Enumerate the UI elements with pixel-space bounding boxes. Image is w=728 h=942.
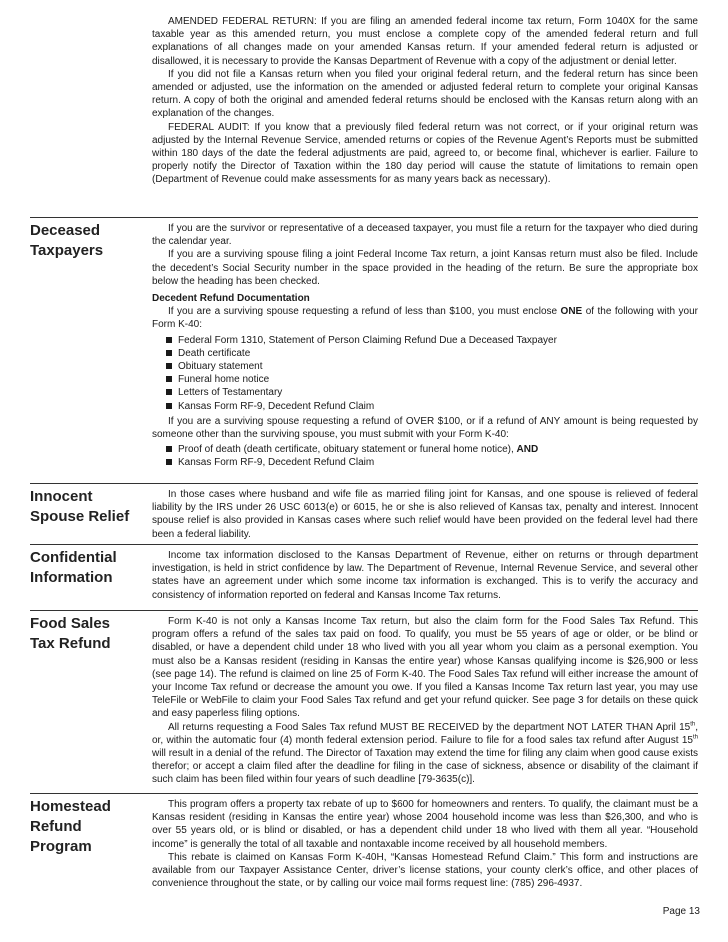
heading-line: Homestead xyxy=(30,798,111,815)
refund-under-100-paragraph xyxy=(152,305,698,331)
amended-federal-return-paragraph: AMENDED FEDERAL RETURN: If you are filing an amended federal income tax return, Form 1040X for the same taxable year as this amended return, you must enclose a complete copy of the amended federal return and full explanations of all changes made on your amended Kansas return. If your amended federal return is adjusted or disallowed, it is necessary to provide the Kansas Department of Revenue with a copy of the adjustment or denial letter. xyxy=(152,16,698,67)
heading-line: Taxpayers xyxy=(30,242,104,259)
section-heading xyxy=(30,487,150,527)
list-item: Kansas Form RF-9, Decedent Refund Claim xyxy=(166,456,698,469)
list-item: Death certificate xyxy=(166,347,698,360)
innocent-spouse-section xyxy=(30,483,698,540)
text-run: All returns requesting a Food Sales Tax refund MUST BE RECEIVED by the department NOT LATER THAN April 15 xyxy=(168,721,691,733)
homestead-content xyxy=(152,798,698,890)
text-run: will result in a denial of the refund. The Director of Taxation may extend the time for filing any claim when good cause exists therefor; or accept a claim filed after the deadline for filing in the case of sickness, absence or disability of the claimant if such claim has been filed within four years of such deadline [79-3635(c)]. xyxy=(152,748,698,786)
confidential-information-section xyxy=(30,544,698,601)
text-run-bold: ONE xyxy=(560,306,583,318)
section-heading xyxy=(30,221,150,261)
confidential-paragraph: Income tax information disclosed to the Kansas Department of Revenue, either on returns or through department investigation, is held in strict confidence by law. The Department of Revenue, Internal Revenue Service, and several other states have an agreement under which some income tax information is exchanged. This is to verify the accuracy and consistency of information reported on federal and Kansas Income Tax returns. xyxy=(152,550,698,601)
food-sales-tax-section xyxy=(30,610,698,786)
innocent-spouse-paragraph: In those cases where husband and wife file as married filing joint for Kansas, and one spouse is relieved of federal liability by the IRS under 26 USC 6013(e) or 6015, he or she is also relieved of Kansas tax, penalty and interest. Innocent spouse relief is also provided in Kansas cases where such relief would have been provided on the federal level had there been a federal liability. xyxy=(152,489,698,540)
survivor-paragraph: If you are the survivor or representative of a deceased taxpayer, you must file a return for the taxpayer who died during the calendar year. xyxy=(152,223,698,248)
heading-line: Spouse Relief xyxy=(30,508,130,525)
joint-return-paragraph: If you are a surviving spouse filing a joint Federal Income Tax return, a joint Kansas return must also be filed. Include the decedent’s Social Security number in the space provided in the heading of the return. Be sure the appropriate box below the heading has been checked. xyxy=(152,249,698,287)
heading-line: Deceased xyxy=(30,222,101,239)
not-filed-paragraph: If you did not file a Kansas return when you filed your original federal return, and the federal return has since been amended or adjusted, use the information on the amended or adjusted federal return to complete your original Kansas return. A copy of both the original and amended federal returns should be enclosed with the Kansas return along with an explanation of the changes. xyxy=(152,68,698,120)
text-run: , or, within the automatic four (4) month federal extension period. Failure to file for a food sales tax refund after August 15 xyxy=(152,721,698,746)
list-item: Kansas Form RF-9, Decedent Refund Claim xyxy=(166,400,698,413)
homestead-claim-paragraph: This rebate is claimed on Kansas Form K-40H, “Kansas Homestead Refund Claim.” This form and instructions are available from our Taxpayer Assistance Center, driver’s license stations, your county clerk’s office, and other places of convenience throughout the state, or by calling our voice mail forms request line: (785) 296-4937. xyxy=(152,851,698,890)
documents-list xyxy=(166,334,698,413)
superscript: th xyxy=(690,721,696,728)
homestead-paragraph: This program offers a property tax rebate of up to $600 for homeowners and renters. To qualify, the claimant must be a Kansas resident (residing in Kansas the entire year) whose 2004 household income was less than $26,300, and who is over 55 years old, or is blind or disabled, or has a dependent child under 18 who lived with them all year. “Household income” is generally the total of all taxable and nontaxable income received by all household members. xyxy=(152,799,698,850)
deceased-taxpayers-section xyxy=(30,217,698,469)
submit-list xyxy=(166,443,698,469)
list-item: Letters of Testamentary xyxy=(166,386,698,399)
section-heading xyxy=(30,797,150,857)
food-sales-content xyxy=(152,615,698,787)
list-item xyxy=(166,443,698,456)
text-run-bold: AND xyxy=(516,444,539,456)
list-item: Obituary statement xyxy=(166,360,698,373)
heading-line: Confidential xyxy=(30,549,117,566)
section-heading xyxy=(30,614,150,654)
amended-return-content xyxy=(152,15,698,187)
heading-line: Information xyxy=(30,569,113,586)
list-item: Federal Form 1310, Statement of Person Claiming Refund Due a Deceased Taxpayer xyxy=(166,334,698,347)
federal-audit-paragraph: FEDERAL AUDIT: If you know that a previously filed federal return was not correct, or if your original return was adjusted by the Internal Revenue Service, amended returns or copies of the Revenue Agent’s Reports must be submitted within 180 days of the date the federal adjustments are paid, agreed to, or become final, whichever is earlier. Failure to properly notify the Director of Taxation within the 180 day period will cause the statute of limitations to remain open (Department of Revenue could make assessments for as many years back as necessary). xyxy=(152,121,698,186)
deceased-content xyxy=(152,222,698,472)
refund-over-100-paragraph: If you are a surviving spouse requesting a refund of OVER $100, or if a refund of ANY amount is being requested by someone other than the surviving spouse, you must submit with your Form K-40: xyxy=(152,415,698,441)
homestead-refund-section xyxy=(30,793,698,890)
list-item: Funeral home notice xyxy=(166,373,698,386)
food-sales-deadline-paragraph xyxy=(152,721,698,787)
page-number: Page 13 xyxy=(662,906,700,917)
decedent-refund-subheading: Decedent Refund Documentation xyxy=(152,293,310,305)
confidential-content xyxy=(152,549,698,602)
text-run: If you are a surviving spouse requesting a refund of less than $100, you must enclose xyxy=(168,306,561,318)
heading-line: Refund xyxy=(30,818,82,835)
food-sales-paragraph: Form K-40 is not only a Kansas Income Tax return, but also the claim form for the Food Sales Tax Refund. This program offers a refund of the sales tax paid on food. To qualify, you must be 55 years of age or older, or be blind or disabled, or have a dependent child under 18 who lived with you all year whom you claim as a personal exemption. You must also be a Kansas resident (residing in Kansas the entire year) whose Kansas qualifying income is $26,900 or less (see page 14). The refund is claimed on line 25 of Form K-40. The Food Sales Tax refund will either increase the amount of your Income Tax refund or decrease the amount you owe. If you filed a Kansas Income Tax return last year, you may use TeleFile or WebFile to claim your Food Sales Tax refund and get your refund quicker. See page 3 for details on these quick and easy paperless filing options. xyxy=(152,616,698,720)
section-heading xyxy=(30,548,150,588)
heading-line: Food Sales xyxy=(30,615,111,632)
heading-line: Innocent xyxy=(30,488,93,505)
heading-line: Tax Refund xyxy=(30,635,111,652)
text-run: of the following with your Form K-40: xyxy=(152,306,698,331)
heading-line: Program xyxy=(30,838,92,855)
innocent-spouse-content xyxy=(152,488,698,541)
text-run: Proof of death (death certificate, obituary statement or funeral home notice), xyxy=(178,444,517,456)
superscript: th xyxy=(692,734,698,741)
